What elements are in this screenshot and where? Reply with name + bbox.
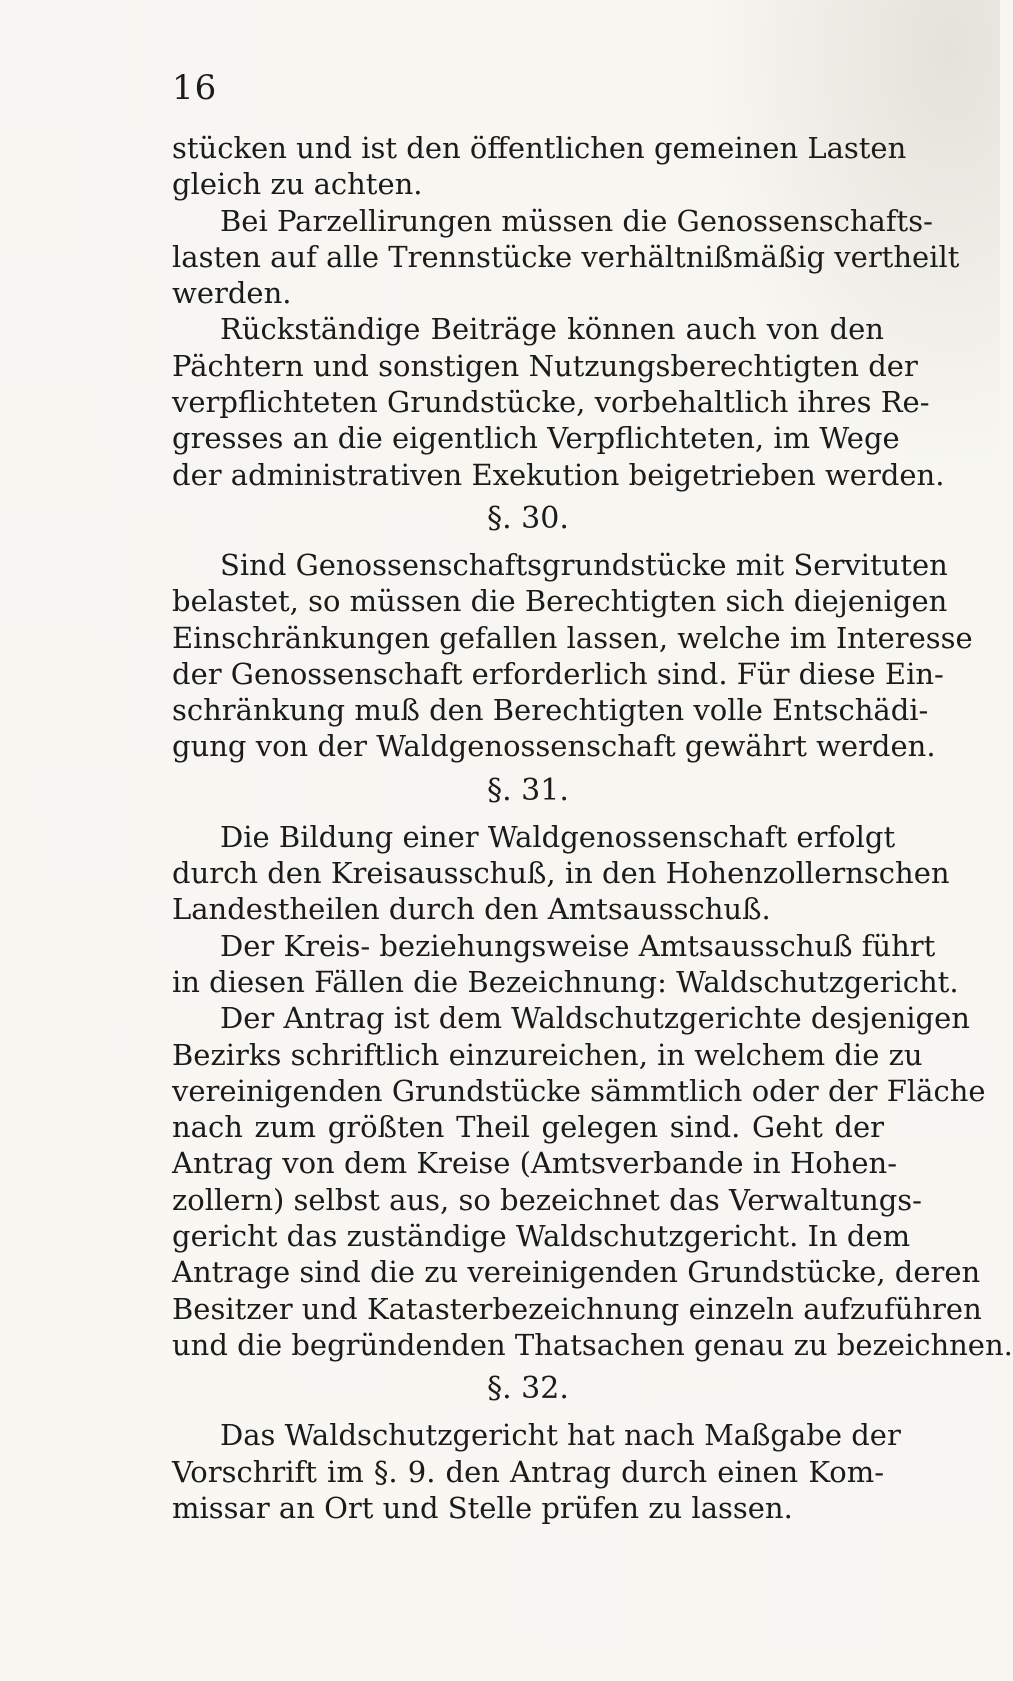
text-line: Bezirks schriftlich einzureichen, in welchem die zu [172,1037,923,1072]
paragraph-first-line: Rückständige Beiträge können auch von den [220,312,884,347]
paragraph-first-line: Die Bildung einer Waldgenossenschaft erfolgt [220,819,896,854]
text-line: Pächtern und sonstigen Nutzungsberechtigten der [172,348,918,383]
paragraph-first-line: Der Antrag ist dem Waldschutzgerichte desjenigen [220,1001,970,1036]
text-line: gleich zu achten. [172,167,423,202]
text-line: Antrage sind die zu vereinigenden Grundstücke, deren [172,1255,981,1290]
text-line: schränkung muß den Berechtigten volle Entschädi- [172,693,929,728]
paragraph-first-line: Bei Parzellirungen müssen die Genossenschafts- [220,203,933,238]
text-line: und die begründenden Thatsachen genau zu bezeichnen. [172,1327,1013,1362]
text-line: gung von der Waldgenossenschaft gewährt werden. [172,729,936,764]
text-line: Besitzer und Katasterbezeichnung einzeln aufzuführen [172,1291,982,1326]
section-heading: §. 32. [487,1371,569,1407]
section-heading: §. 31. [487,772,569,808]
page-number: 16 [172,68,218,108]
text-line: Vorschrift im §. 9. den Antrag durch einen Kom- [172,1454,884,1489]
text-line: missar an Ort und Stelle prüfen zu lassen. [172,1490,793,1525]
text-line: gresses an die eigentlich Verpflichteten, im Wege [172,421,900,456]
text-line: vereinigenden Grundstücke sämmtlich oder der Fläche [172,1073,986,1108]
text-line: der Genossenschaft erforderlich sind. Für diese Ein- [172,656,944,691]
text-line: werden. [172,276,292,311]
text-line: Antrag von dem Kreise (Amtsverbande in Hohen- [172,1146,898,1181]
paragraph-first-line: Der Kreis- beziehungsweise Amtsausschuß führt [220,928,936,963]
text-line: verpflichteten Grundstücke, vorbehaltlich ihres Re- [172,385,930,420]
body-text [172,130,1013,1526]
paragraph-first-line: Sind Genossenschaftsgrundstücke mit Servituten [220,547,948,582]
text-line: Landestheilen durch den Amtsausschuß. [172,892,771,927]
text-line: zollern) selbst aus, so bezeichnet das Verwaltungs- [172,1182,922,1217]
text-line: in diesen Fällen die Bezeichnung: Waldschutzgericht. [172,964,959,999]
text-line: stücken und ist den öffentlichen gemeinen Lasten [172,131,907,165]
paragraph-first-line: Das Waldschutzgericht hat nach Maßgabe der [220,1418,901,1453]
text-line: der administrativen Exekution beigetrieben werden. [172,457,945,492]
text-line: gericht das zuständige Waldschutzgericht. In dem [172,1219,911,1254]
section-heading: §. 30. [487,500,569,536]
text-line: nach zum größten Theil gelegen sind. Geht der [172,1110,884,1145]
text-line: durch den Kreisausschuß, in den Hohenzollernschen [172,856,950,891]
text-line: lasten auf alle Trennstücke verhältnißmäßig vertheilt [172,239,960,274]
text-line: Einschränkungen gefallen lassen, welche im Interesse [172,620,973,655]
text-line: belastet, so müssen die Berechtigten sich diejenigen [172,584,948,619]
